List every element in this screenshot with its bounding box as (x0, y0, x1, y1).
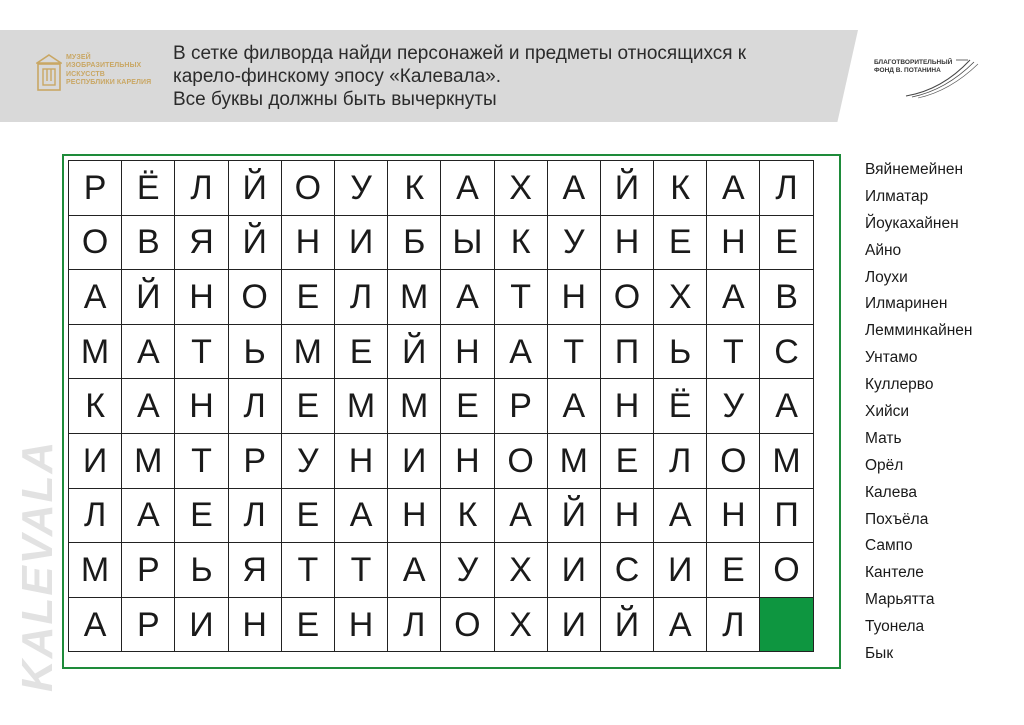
grid-cell[interactable]: О (282, 161, 335, 216)
grid-cell[interactable]: Т (495, 270, 548, 325)
grid-cell[interactable]: У (282, 434, 335, 489)
grid-cell[interactable]: И (175, 598, 228, 653)
grid-cell[interactable]: Л (229, 489, 282, 544)
grid-cell[interactable]: О (69, 216, 122, 271)
grid-cell[interactable]: Н (548, 270, 601, 325)
grid-cell[interactable]: М (388, 379, 441, 434)
grid-cell[interactable]: А (122, 379, 175, 434)
grid-cell[interactable]: Е (282, 379, 335, 434)
word-search-grid (68, 160, 814, 652)
grid-cell[interactable]: Е (175, 489, 228, 544)
grid-cell[interactable]: А (388, 543, 441, 598)
grid-cell[interactable]: Л (69, 489, 122, 544)
grid-cell[interactable]: А (122, 489, 175, 544)
grid-cell[interactable]: Х (495, 598, 548, 653)
grid-cell[interactable]: М (69, 325, 122, 380)
grid-cell[interactable]: Л (654, 434, 707, 489)
grid-cell[interactable]: К (654, 161, 707, 216)
grid-cell[interactable]: Ё (654, 379, 707, 434)
grid-cell[interactable]: Я (175, 216, 228, 271)
grid-cell[interactable]: В (760, 270, 813, 325)
grid-cell[interactable]: О (601, 270, 654, 325)
grid-cell[interactable]: Е (601, 434, 654, 489)
grid-cell[interactable]: И (69, 434, 122, 489)
grid-cell[interactable]: Й (601, 598, 654, 653)
grid-cell[interactable]: Л (335, 270, 388, 325)
grid-cell[interactable]: Й (548, 489, 601, 544)
word-list (865, 157, 1015, 668)
grid-cell[interactable]: Т (175, 325, 228, 380)
grid-cell[interactable]: Б (388, 216, 441, 271)
fund-name: БЛАГОТВОРИТЕЛЬНЫЙ ФОНД В. ПОТАНИНА (874, 59, 953, 74)
word-list-item: Лемминкайнен (865, 322, 973, 340)
grid-cell[interactable]: Н (441, 325, 494, 380)
grid-cell[interactable]: И (335, 216, 388, 271)
grid-cell[interactable]: Ё (122, 161, 175, 216)
grid-cell[interactable]: А (548, 161, 601, 216)
grid-cell[interactable]: Й (388, 325, 441, 380)
filled-cell[interactable] (760, 598, 813, 653)
word-list-item: Унтамо (865, 349, 918, 367)
grid-cell[interactable]: Н (335, 434, 388, 489)
word-list-item: Лоухи (865, 268, 908, 286)
grid-cell[interactable]: Е (282, 598, 335, 653)
grid-cell[interactable]: Е (707, 543, 760, 598)
word-list-item: Марьятта (865, 591, 935, 609)
grid-cell[interactable]: Р (495, 379, 548, 434)
instruction-line: Все буквы должны быть вычеркнуты (173, 89, 497, 110)
grid-cell[interactable]: Х (495, 161, 548, 216)
grid-cell[interactable]: Р (69, 161, 122, 216)
grid-cell[interactable]: Т (707, 325, 760, 380)
grid-cell[interactable]: А (707, 161, 760, 216)
grid-cell[interactable]: У (441, 543, 494, 598)
grid-cell[interactable]: У (548, 216, 601, 271)
grid-cell[interactable]: Х (654, 270, 707, 325)
potanin-fund-logo (872, 56, 982, 102)
grid-cell[interactable]: Н (601, 379, 654, 434)
grid-cell[interactable]: Н (601, 489, 654, 544)
word-list-item: Куллерво (865, 376, 934, 394)
grid-cell[interactable]: П (601, 325, 654, 380)
word-list-item: Айно (865, 241, 902, 259)
word-list-item: Калева (865, 483, 917, 501)
grid-cell[interactable]: К (69, 379, 122, 434)
grid-cell[interactable]: О (707, 434, 760, 489)
grid-cell[interactable]: А (654, 598, 707, 653)
grid-cell[interactable]: У (707, 379, 760, 434)
grid-cell[interactable]: Н (707, 489, 760, 544)
grid-cell[interactable]: А (335, 489, 388, 544)
word-list-item: Вяйнемейнен (865, 161, 964, 178)
word-list-item: Туонела (865, 618, 925, 636)
grid-cell[interactable]: А (495, 325, 548, 380)
museum-name: МУЗЕЙ ИЗОБРАЗИТЕЛЬНЫХ ИСКУССТВ РЕСПУБЛИКИ КАРЕЛИЯ (66, 54, 152, 86)
grid-cell[interactable]: И (548, 598, 601, 653)
word-list-item: Орёл (865, 456, 904, 474)
grid-cell[interactable]: Е (335, 325, 388, 380)
grid-cell[interactable]: Н (282, 216, 335, 271)
grid-cell[interactable]: Е (760, 216, 813, 271)
grid-cell[interactable]: А (654, 489, 707, 544)
grid-cell[interactable]: Х (495, 543, 548, 598)
instruction-line: карело-финскому эпосу «Калевала». (173, 66, 502, 87)
grid-cell[interactable]: И (388, 434, 441, 489)
grid-cell[interactable]: А (69, 598, 122, 653)
grid-cell[interactable]: Ь (175, 543, 228, 598)
grid-cell[interactable]: А (760, 379, 813, 434)
grid-cell[interactable]: Е (654, 216, 707, 271)
grid-cell[interactable]: О (495, 434, 548, 489)
grid-cell[interactable]: М (122, 434, 175, 489)
grid-cell[interactable]: Е (282, 270, 335, 325)
grid-cell[interactable]: Я (229, 543, 282, 598)
grid-cell[interactable]: М (548, 434, 601, 489)
grid-cell[interactable]: Е (282, 489, 335, 544)
grid-cell[interactable]: Л (175, 161, 228, 216)
grid-cell[interactable]: С (601, 543, 654, 598)
grid-cell[interactable]: Л (707, 598, 760, 653)
grid-cell[interactable]: О (441, 598, 494, 653)
grid-cell[interactable]: Т (175, 434, 228, 489)
grid-cell[interactable]: И (654, 543, 707, 598)
grid-cell[interactable]: О (229, 270, 282, 325)
word-list-item: Похъёла (865, 510, 929, 528)
grid-cell[interactable]: Й (601, 161, 654, 216)
grid-cell[interactable]: Т (335, 543, 388, 598)
grid-cell[interactable]: Е (441, 379, 494, 434)
grid-cell[interactable]: Н (175, 270, 228, 325)
word-list-item: Кантеле (865, 564, 924, 582)
fund-swoosh-icon (872, 56, 982, 102)
grid-cell[interactable]: М (282, 325, 335, 380)
grid-cell[interactable]: А (495, 489, 548, 544)
word-list-item: Хийси (865, 403, 910, 421)
word-list-item: Мать (865, 429, 902, 447)
instructions-text (173, 42, 833, 111)
grid-cell[interactable]: М (760, 434, 813, 489)
grid-cell[interactable]: Н (229, 598, 282, 653)
grid-cell[interactable]: К (441, 489, 494, 544)
grid-cell[interactable]: Й (229, 161, 282, 216)
grid-cell[interactable]: А (548, 379, 601, 434)
grid-cell[interactable]: Ь (229, 325, 282, 380)
grid-cell[interactable]: В (122, 216, 175, 271)
grid-cell[interactable]: И (548, 543, 601, 598)
word-list-item: Йоукахайнен (865, 214, 959, 232)
word-list-item: Илмаринен (865, 295, 948, 313)
grid-cell[interactable]: М (69, 543, 122, 598)
grid-cell[interactable]: Н (388, 489, 441, 544)
grid-cell[interactable]: А (122, 325, 175, 380)
word-list-item: Сампо (865, 537, 913, 555)
grid-cell[interactable]: Н (707, 216, 760, 271)
grid-cell[interactable]: Л (229, 379, 282, 434)
grid-cell[interactable]: Ь (654, 325, 707, 380)
grid-cell[interactable]: Н (175, 379, 228, 434)
grid-cell[interactable]: А (69, 270, 122, 325)
grid-cell[interactable]: Ы (441, 216, 494, 271)
grid-cell[interactable]: Н (601, 216, 654, 271)
grid-cell[interactable]: Н (441, 434, 494, 489)
instruction-line: В сетке филворда найди персонажей и предметы относящихся к (173, 43, 747, 64)
grid-cell[interactable]: Н (335, 598, 388, 653)
grid-cell[interactable]: М (335, 379, 388, 434)
museum-building-icon (36, 54, 62, 92)
grid-cell[interactable]: Л (760, 161, 813, 216)
grid-cell[interactable]: Л (388, 598, 441, 653)
word-list-item: Илматар (865, 187, 929, 205)
word-list-item: Бык (865, 645, 894, 663)
grid-cell[interactable]: Й (229, 216, 282, 271)
grid-cell[interactable]: А (441, 270, 494, 325)
grid-cell[interactable]: М (388, 270, 441, 325)
grid-cell[interactable]: Р (122, 543, 175, 598)
museum-logo (36, 54, 166, 94)
grid-cell[interactable]: Р (122, 598, 175, 653)
grid-cell[interactable]: Й (122, 270, 175, 325)
grid-cell[interactable]: А (707, 270, 760, 325)
grid-cell[interactable]: О (760, 543, 813, 598)
grid-cell[interactable]: А (441, 161, 494, 216)
grid-cell[interactable]: Т (282, 543, 335, 598)
grid-cell[interactable]: У (335, 161, 388, 216)
grid-cell[interactable]: Т (548, 325, 601, 380)
grid-cell[interactable]: С (760, 325, 813, 380)
grid-cell[interactable]: К (495, 216, 548, 271)
grid-cell[interactable]: К (388, 161, 441, 216)
grid-cell[interactable]: Р (229, 434, 282, 489)
grid-cell[interactable]: П (760, 489, 813, 544)
